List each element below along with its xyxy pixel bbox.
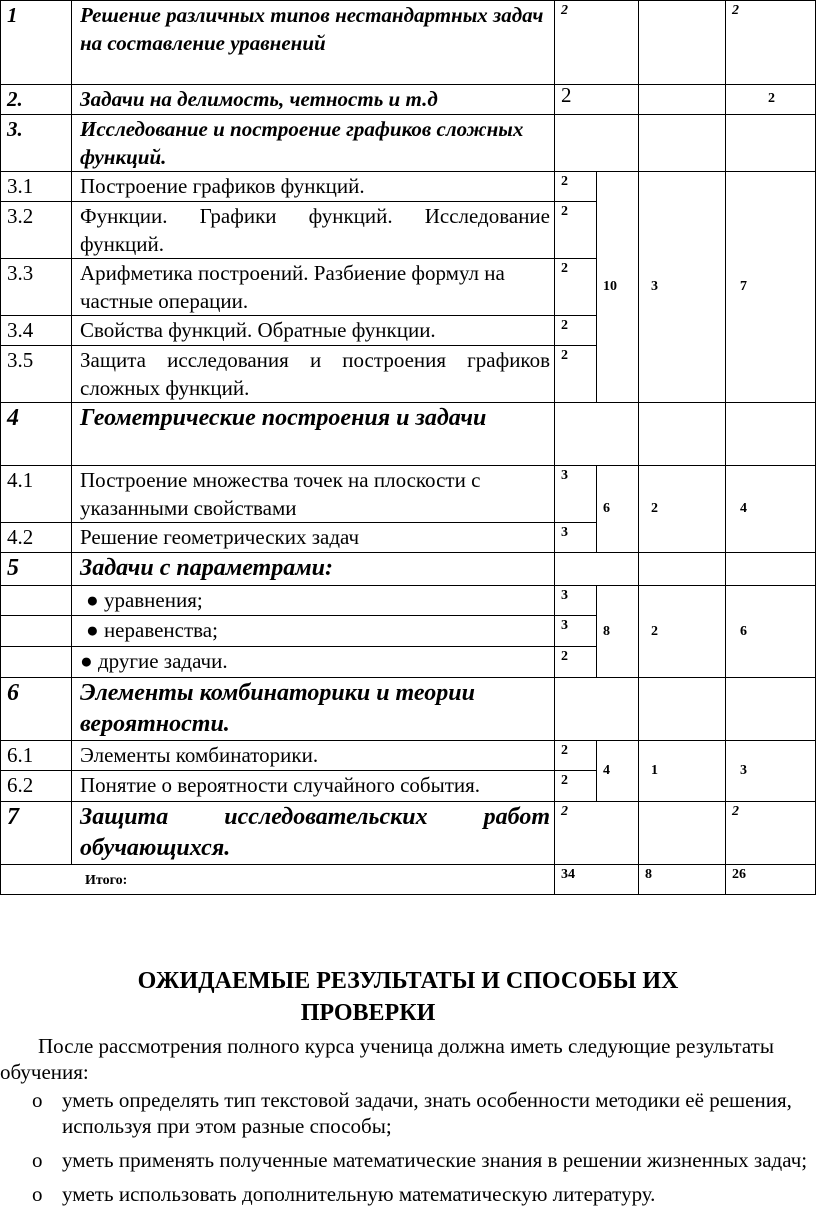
table-row: [1, 1, 816, 85]
row-number: 3.2: [1, 202, 72, 259]
table-row: [1, 403, 816, 466]
topic-title: Свойства функций. Обратные функции.: [72, 316, 555, 346]
row-number: 6.1: [1, 741, 72, 771]
practice-cell: 2: [726, 1, 816, 85]
group-practice-cell: 6: [726, 586, 816, 678]
circle-bullet-icon: o: [32, 1088, 43, 1112]
bullet-icon: ●: [86, 618, 99, 642]
theory-cell: [639, 403, 726, 466]
group-total-cell: 10: [597, 172, 639, 403]
practice-cell: 2: [726, 802, 816, 865]
row-number: 7: [1, 802, 72, 865]
row-number: 4.2: [1, 523, 72, 553]
row-number: 4: [1, 403, 72, 466]
topic-title: Геометрические построения и задачи: [72, 403, 555, 466]
group-theory-cell: 1: [639, 741, 726, 802]
topic-title: Защита исследовательских работ обучающихся.: [72, 802, 555, 865]
topic-title: Решение геометрических задач: [72, 523, 555, 553]
table-row: [1, 466, 816, 523]
table-row: [1, 802, 816, 865]
total-practice: 26: [726, 865, 816, 895]
row-number: [1, 586, 72, 616]
row-number: 3.5: [1, 346, 72, 403]
hours-cell: 2: [555, 316, 597, 346]
group-total-cell: 8: [597, 586, 639, 678]
section-heading-continued: ПРОВЕРКИ: [300, 1000, 436, 1026]
list-item-text: уметь определять тип текстовой задачи, знать особенности методики её решения, используя при этом разные способы;: [62, 1088, 792, 1138]
group-practice-cell: 3: [726, 741, 816, 802]
group-total-cell: 4: [597, 741, 639, 802]
theory-cell: [639, 553, 726, 586]
row-number: 1: [1, 1, 72, 85]
table-row: [1, 678, 816, 741]
row-number: 4.1: [1, 466, 72, 523]
total-hours: 34: [555, 865, 639, 895]
table-row: [1, 115, 816, 172]
hours-cell: 3: [555, 616, 597, 647]
bullet-icon: ●: [86, 588, 99, 612]
row-number: 3.4: [1, 316, 72, 346]
row-number: 3.: [1, 115, 72, 172]
row-number: [1, 647, 72, 678]
list-item-text: уметь применять полученные математические знания в решении жизненных задач;: [62, 1148, 808, 1172]
list-item: [0, 1087, 816, 1139]
practice-cell: [726, 553, 816, 586]
list-item-text: уметь использовать дополнительную математическую литературу.: [62, 1182, 656, 1206]
hours-cell: [555, 115, 639, 172]
hours-cell: 2: [555, 771, 597, 802]
topic-title: Построение графиков функций.: [72, 172, 555, 202]
list-item: [0, 1181, 816, 1207]
circle-bullet-icon: o: [32, 1182, 43, 1206]
practice-cell: [726, 115, 816, 172]
total-theory: 8: [639, 865, 726, 895]
table-row: [1, 172, 816, 202]
list-item: [72, 586, 555, 616]
theory-cell: [639, 85, 726, 115]
topic-title: Задачи на делимость, четность и т.д: [72, 85, 555, 115]
row-number: 6.2: [1, 771, 72, 802]
topic-title: Построение множества точек на плоскости с указанными свойствами: [72, 466, 555, 523]
practice-cell: [726, 678, 816, 741]
group-practice-cell: 4: [726, 466, 816, 553]
topic-title: Функции. Графики функций. Исследование функций.: [72, 202, 555, 259]
hours-cell: 2: [555, 172, 597, 202]
hours-cell: 2: [555, 741, 597, 771]
theory-cell: [639, 115, 726, 172]
table-row: [1, 865, 816, 895]
topic-title: Исследование и построение графиков сложных функций.: [72, 115, 555, 172]
total-label: Итого:: [1, 865, 555, 895]
topic-title: Арифметика построений. Разбиение формул на частные операции.: [72, 259, 555, 316]
hours-cell: 3: [555, 466, 597, 523]
hours-cell: 3: [555, 523, 597, 553]
group-theory-cell: 2: [639, 586, 726, 678]
row-number: 6: [1, 678, 72, 741]
topic-title: Элементы комбинаторики.: [72, 741, 555, 771]
hours-cell: 3: [555, 586, 597, 616]
table-row: [1, 553, 816, 586]
topic-title: Задачи с параметрами:: [72, 553, 555, 586]
topic-title: Защита исследования и построения графиков сложных функций.: [72, 346, 555, 403]
practice-cell: [726, 403, 816, 466]
bullet-icon: ●: [80, 649, 93, 673]
group-total-cell: 6: [597, 466, 639, 553]
list-item: [72, 647, 555, 678]
results-list: [0, 1087, 816, 1215]
table-row: [1, 85, 816, 115]
group-practice-cell: 7: [726, 172, 816, 403]
row-number: [1, 616, 72, 647]
theory-cell: [639, 802, 726, 865]
hours-cell: [555, 403, 639, 466]
hours-cell: 2: [555, 259, 597, 316]
group-theory-cell: 2: [639, 466, 726, 553]
hours-cell: 2: [555, 802, 639, 865]
table-row: [1, 741, 816, 771]
row-number: 3.3: [1, 259, 72, 316]
topic-title: Решение различных типов нестандартных задач на составление уравнений: [72, 1, 555, 85]
hours-cell: 2: [555, 647, 597, 678]
hours-cell: [555, 678, 639, 741]
topic-title: другие задачи.: [97, 649, 228, 673]
topic-title: Элементы комбинаторики и теории вероятности.: [72, 678, 555, 741]
hours-cell: 2: [555, 202, 597, 259]
list-item: [0, 1147, 816, 1173]
topic-title: Понятие о вероятности случайного события.: [72, 771, 555, 802]
group-theory-cell: 3: [639, 172, 726, 403]
hours-cell: 2: [555, 1, 639, 85]
hours-cell: 2: [555, 85, 639, 115]
practice-cell: 2: [726, 85, 816, 115]
hours-cell: [555, 553, 639, 586]
topic-title: уравнения;: [103, 588, 203, 612]
hours-cell: 2: [555, 346, 597, 403]
topic-title: неравенства;: [103, 618, 218, 642]
theory-cell: [639, 1, 726, 85]
section-heading: ОЖИДАЕМЫЕ РЕЗУЛЬТАТЫ И СПОСОБЫ ИХ: [137, 968, 679, 994]
row-number: 5: [1, 553, 72, 586]
row-number: 2.: [1, 85, 72, 115]
intro-paragraph: После рассмотрения полного курса ученица должна иметь следующие результаты обучения:: [0, 1034, 774, 1084]
row-number: 3.1: [1, 172, 72, 202]
table-row: [1, 586, 816, 616]
theory-cell: [639, 678, 726, 741]
list-item: [72, 616, 555, 647]
circle-bullet-icon: o: [32, 1148, 43, 1172]
